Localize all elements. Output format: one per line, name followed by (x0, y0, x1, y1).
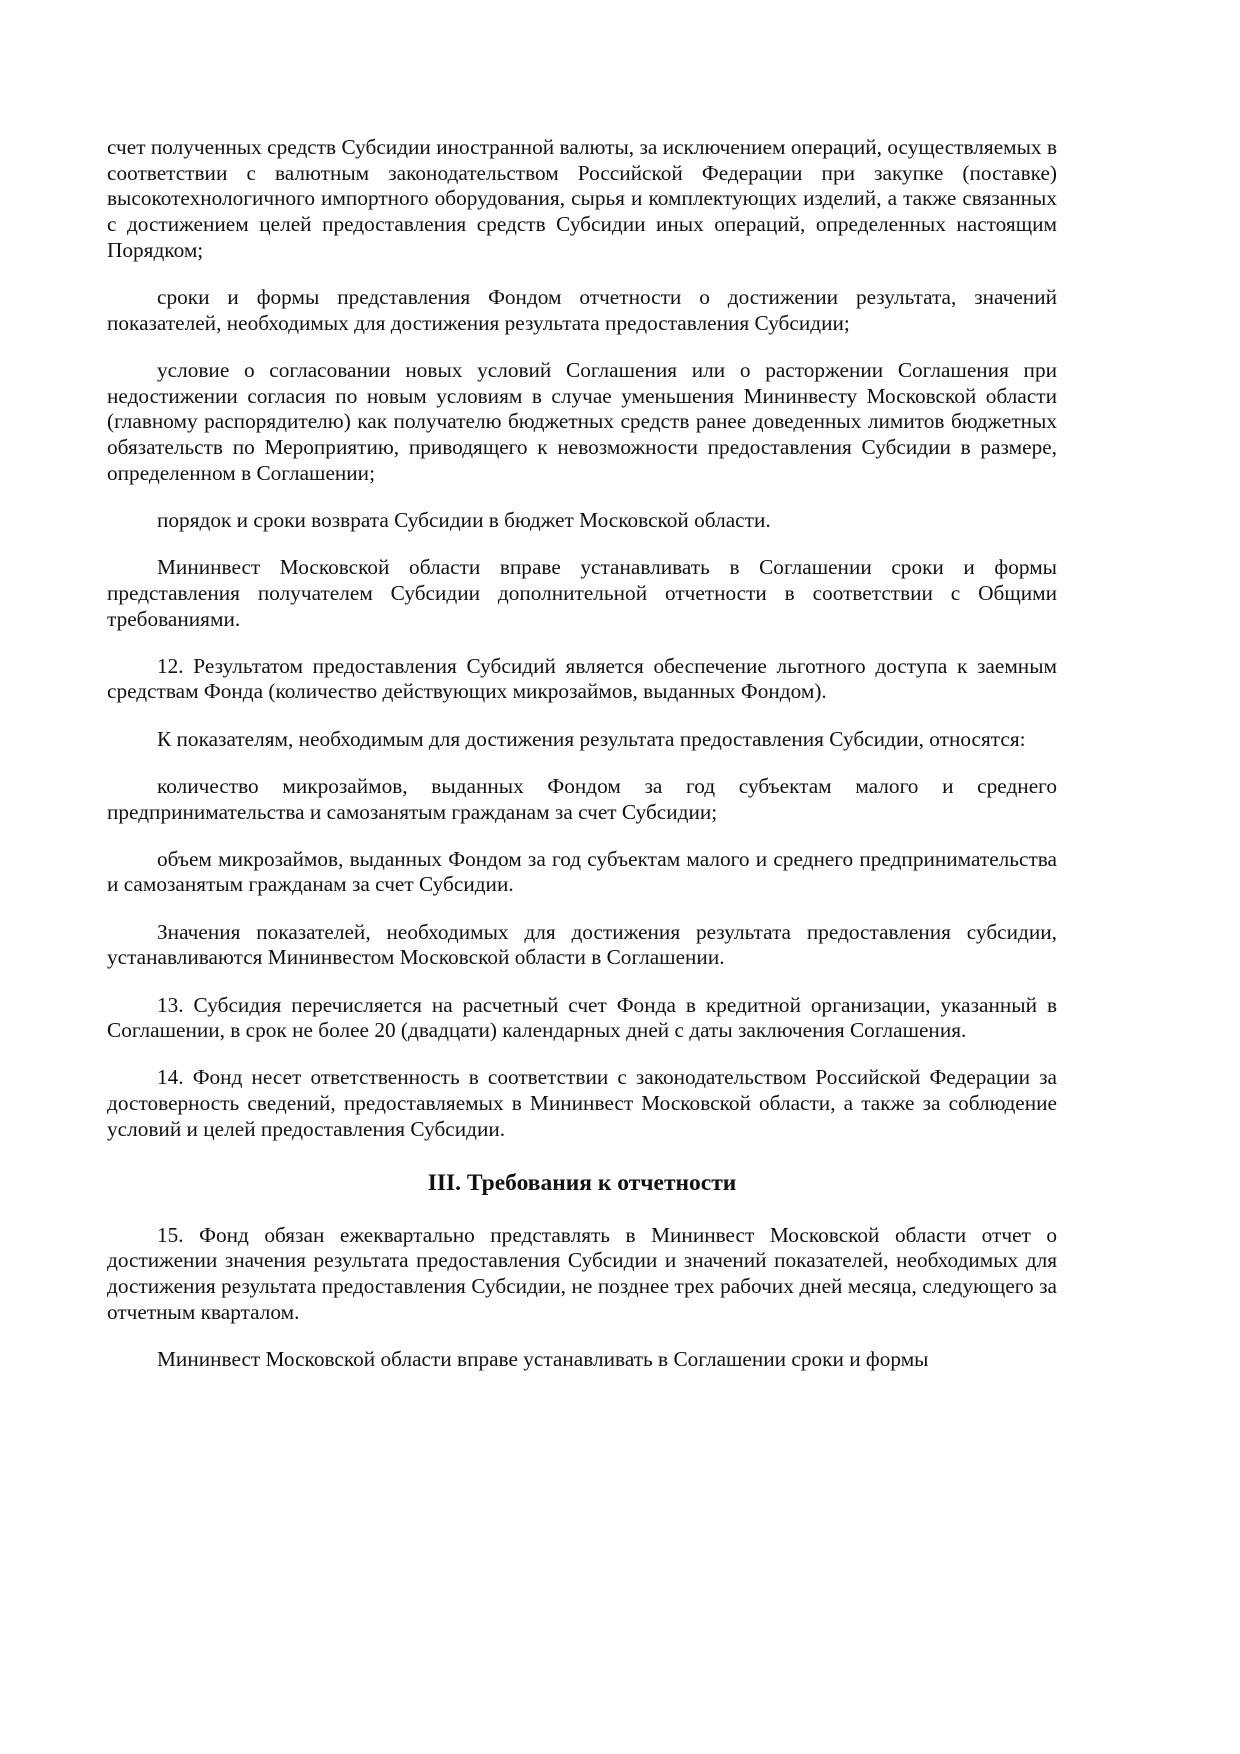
paragraph-indicator-count: количество микрозаймов, выданных Фондом за год субъектам малого и среднего предпринимательства и самозанятым гражданам за счет Субсидии; (107, 773, 1057, 824)
paragraph-additional-reporting-continued: Мининвест Московской области вправе устанавливать в Соглашении сроки и формы (157, 1346, 929, 1371)
paragraph-clause-12: 12. Результатом предоставления Субсидий является обеспечение льготного доступа к заемным средствам Фонда (количество действующих микрозаймов, выданных Фондом). (107, 653, 1057, 704)
paragraph-agreement-conditions: условие о согласовании новых условий Соглашения или о расторжении Соглашения при недостижении согласия по новым условиям в случае уменьшения Мининвесту Московской области (главному распорядителю) как получателю бюджетных средств ранее доведенных лимитов бюджетных обязательств по Мероприятию, приводящего к невозможности предоставления Субсидии в размере, определенном в Соглашении; (107, 357, 1057, 485)
paragraph-indicator-volume: объем микрозаймов, выданных Фондом за год субъектам малого и среднего предпринимательства и самозанятым гражданам за счет Субсидии. (107, 846, 1057, 897)
document-page (107, 135, 1057, 1394)
paragraph-clause-13: 13. Субсидия перечисляется на расчетный счет Фонда в кредитной организации, указанный в Соглашении, в срок не более 20 (двадцати) календарных дней с даты заключения Соглашения. (107, 992, 1057, 1043)
paragraph-clause-15: 15. Фонд обязан ежеквартально представлять в Мининвест Московской области отчет о достижении значения результата предоставления Субсидии и значений показателей, необходимых для достижения результата предоставления Субсидии, не позднее трех рабочих дней месяца, следующего за отчетным кварталом. (107, 1222, 1057, 1324)
section-heading: III. Требования к отчетности (427, 1169, 737, 1196)
paragraph-additional-reporting: Мининвест Московской области вправе устанавливать в Соглашении сроки и формы представления получателем Субсидии дополнительной отчетности в соответствии с Общими требованиями. (107, 555, 1057, 631)
paragraph-reporting-terms: сроки и формы представления Фондом отчетности о достижении результата, значений показателей, необходимых для достижения результата предоставления Субсидии; (107, 285, 1057, 335)
paragraph-indicator-values: Значения показателей, необходимых для достижения результата предоставления субсидии, устанавливаются Мининвестом Московской области в Соглашении. (107, 919, 1057, 970)
paragraph-indicators-intro: К показателям, необходимым для достижения результата предоставления Субсидии, относятся: (157, 726, 1026, 751)
paragraph-clause-14: 14. Фонд несет ответственность в соответствии с законодательством Российской Федерации за достоверность сведений, предоставляемых в Мининвест Московской области, а также за соблюдение условий и целей предоставления Субсидии. (107, 1065, 1057, 1141)
paragraph-refund-procedure: порядок и сроки возврата Субсидии в бюджет Московской области. (157, 507, 771, 532)
paragraph-foreign-currency: счет полученных средств Субсидии иностранной валюты, за исключением операций, осуществляемых в соответствии с валютным законодательством Российской Федерации при закупке (поставке) высокотехнологичного импортного оборудования, сырья и комплектующих изделий, а также связанных с достижением целей предоставления средств Субсидии иных операций, определенных настоящим Порядком; (107, 135, 1057, 262)
